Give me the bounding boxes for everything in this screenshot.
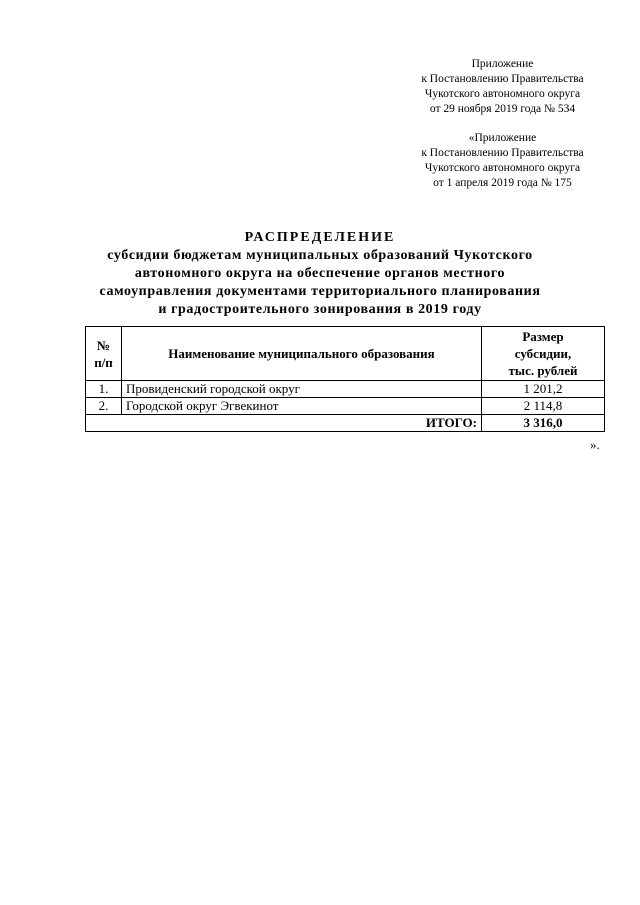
- row-name: Городской округ Эгвекинот: [122, 398, 482, 415]
- header-amount-line: тыс. рублей: [508, 363, 578, 378]
- appendix-line: «Приложение: [468, 132, 537, 144]
- table-row: [86, 381, 605, 398]
- total-row: [86, 415, 605, 432]
- row-number: 1.: [86, 381, 122, 398]
- table-header-row: [86, 327, 605, 381]
- header-amount: [482, 327, 605, 381]
- document-title: [60, 229, 580, 319]
- title-line: автономного округа на обеспечение органов местного: [134, 266, 506, 281]
- total-label: ИТОГО:: [122, 415, 482, 432]
- appendix-note-current: [380, 57, 625, 117]
- row-name: Провиденский городской округ: [122, 381, 482, 398]
- title-line: и градостроительного зонирования в 2019 году: [158, 302, 482, 317]
- row-amount: 1 201,2: [482, 381, 605, 398]
- appendix-line: Чукотского автономного округа: [424, 162, 581, 174]
- appendix-line: к Постановлению Правительства: [421, 73, 584, 85]
- row-number: 2.: [86, 398, 122, 415]
- appendix-line: Приложение: [471, 58, 534, 70]
- title-line: субсидии бюджетам муниципальных образований Чукотского: [107, 248, 533, 263]
- header-name: Наименование муниципального образования: [122, 327, 482, 381]
- appendix-line: к Постановлению Правительства: [421, 147, 584, 159]
- header-amount-line: Размер: [522, 329, 564, 344]
- table-row: [86, 398, 605, 415]
- closing-quote-mark: ».: [590, 437, 600, 452]
- title-heading: РАСПРЕДЕЛЕНИЕ: [244, 230, 396, 245]
- header-number: [86, 327, 122, 381]
- appendix-note-previous: [380, 131, 625, 191]
- title-line: самоуправления документами территориального планирования: [99, 284, 541, 299]
- header-amount-line: субсидии,: [514, 346, 572, 361]
- appendix-line: Чукотского автономного округа: [424, 88, 581, 100]
- total-amount: 3 316,0: [482, 415, 605, 432]
- appendix-line: от 1 апреля 2019 года № 175: [433, 177, 572, 189]
- header-number-line: п/п: [94, 354, 113, 370]
- appendix-line: от 29 ноября 2019 года № 534: [429, 103, 576, 115]
- row-amount: 2 114,8: [482, 398, 605, 415]
- header-number-line: №: [96, 337, 111, 353]
- total-empty-cell: [86, 415, 122, 432]
- subsidy-table: [85, 326, 605, 432]
